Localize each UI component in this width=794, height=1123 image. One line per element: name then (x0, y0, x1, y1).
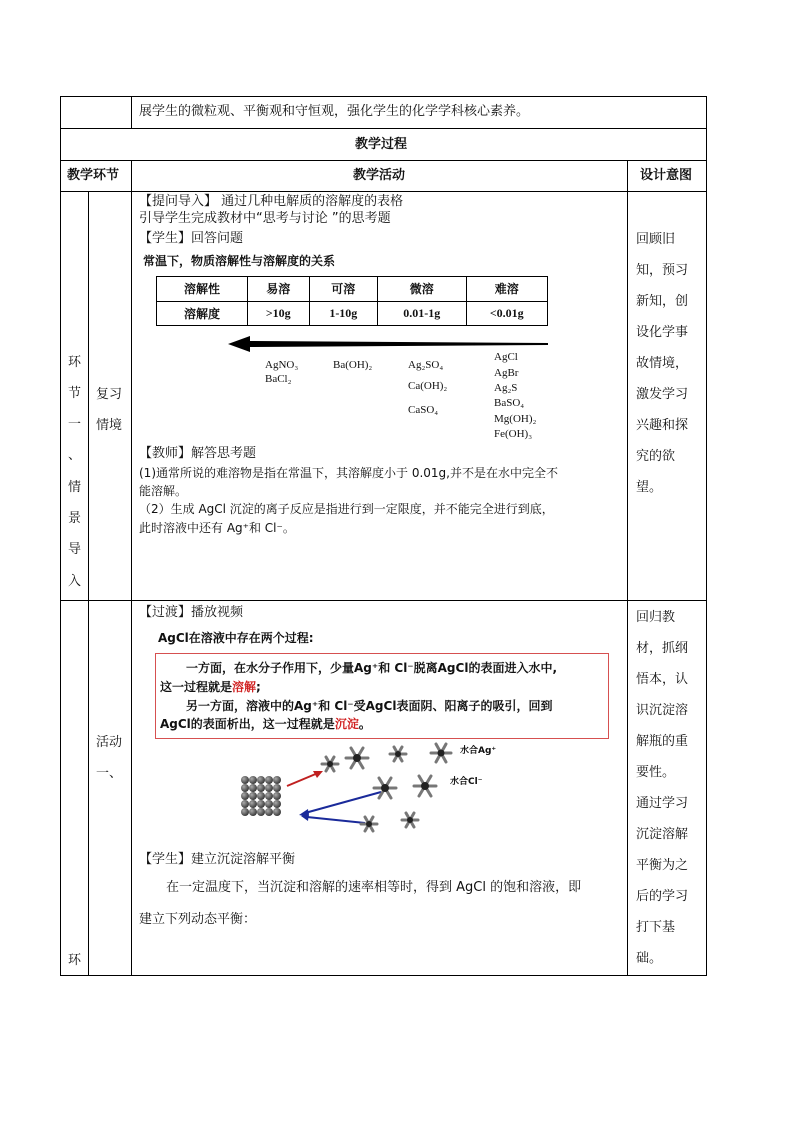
process-text: ; (256, 680, 261, 694)
table-cell: 1-10g (309, 301, 378, 326)
activity-line: （2）生成 AgCl 沉淀的离子反应是指进行到一定限度，并不能完全进行到底， (139, 502, 554, 516)
compound: AgNO₃ (265, 359, 299, 371)
intent-line: 解瓶的重 (636, 734, 689, 749)
compound: Ag₂S (494, 382, 518, 394)
activity-line: 【过渡】播放视频 (139, 605, 244, 620)
intent-line: 后的学习 (636, 889, 689, 904)
stage-char: 景 (68, 511, 82, 526)
stage-char: 入 (68, 574, 82, 589)
table-border-top (60, 96, 707, 97)
stage-char: 导 (68, 542, 82, 557)
process-text: AgCl的表面析出，这一过程就是 (160, 717, 335, 731)
intent-line: 设化学事 (636, 325, 689, 340)
stage-char: 一 (68, 417, 82, 432)
label-hydrated-cl: 水合Cl⁻ (450, 777, 483, 787)
intent-line: 识沉淀溶 (636, 703, 689, 718)
intent-line: 材，抓纲 (636, 641, 689, 656)
activity-line: 能溶解。 (139, 484, 188, 498)
compound: CaSO₄ (408, 404, 439, 416)
sub-stage-label: 活动 (96, 735, 123, 750)
label-hydrated-ag: 水合Ag⁺ (460, 746, 497, 756)
arrow-head (228, 336, 250, 352)
table-row (157, 277, 548, 302)
solubility-table (156, 276, 548, 326)
agcl-title: AgCl在溶液中存在两个过程: (158, 631, 314, 645)
arrow-shaft (248, 341, 548, 347)
intent-line: 回顾旧 (636, 232, 676, 247)
dissolve-arrow (287, 771, 323, 786)
activity-line: 此时溶液中还有 Ag⁺和 Cl⁻。 (139, 521, 295, 535)
activity-line: 建立下列动态平衡： (139, 912, 257, 927)
intent-line: 沉淀溶解 (636, 827, 689, 842)
table-cell: >10g (248, 301, 310, 326)
activity-line: 引导学生完成教材中“思考与讨论 ”的思考题 (139, 211, 391, 226)
table-rule (131, 160, 132, 976)
stage-char: 节 (68, 386, 82, 401)
stage-char: 环 (68, 355, 82, 370)
figure-title: 常温下，物质溶解性与溶解度的关系 (143, 254, 336, 268)
intent-line: 回归教 (636, 610, 676, 625)
stage-char: 、 (68, 448, 82, 463)
intent-line: 通过学习 (636, 796, 689, 811)
table-cell: 微溶 (378, 277, 466, 302)
header-intent: 设计意图 (640, 168, 693, 183)
sub-stage-label: 情境 (96, 418, 123, 433)
process-line (160, 718, 371, 730)
intent-line: 新知，创 (636, 294, 689, 309)
precipitation-term: 沉淀 (334, 717, 359, 731)
sub-stage-label: 一、 (96, 766, 123, 781)
table-rule (60, 600, 707, 601)
process-text: 这一过程就是 (160, 680, 233, 694)
table-cell: 易溶 (248, 277, 310, 302)
process-line: 一方面，在水分子作用下，少量Ag⁺和 Cl⁻脱离AgCl的表面进入水中, (186, 661, 558, 675)
sub-stage-label: 复习 (96, 387, 123, 402)
activity-line: 【教师】解答思考题 (139, 446, 257, 461)
table-rule (60, 160, 707, 161)
intent-line: 兴趣和探 (636, 418, 689, 433)
process-line: 另一方面，溶液中的Ag⁺和 Cl⁻受AgCl表面阴、阳离子的吸引，回到 (186, 699, 553, 713)
table-border-right (706, 96, 707, 976)
agcl-crystal (241, 776, 281, 816)
activity-line: 【学生】建立沉淀溶解平衡 (139, 852, 296, 867)
table-rule (131, 96, 132, 129)
table-cell: 溶解性 (157, 277, 248, 302)
intent-line: 平衡为之 (636, 858, 689, 873)
intent-line: 悟本，认 (636, 672, 689, 687)
process-text: 。 (358, 717, 371, 731)
intent-line: 知，预习 (636, 263, 689, 278)
header-activity: 教学活动 (353, 168, 406, 183)
section-title: 教学过程 (355, 137, 408, 152)
intent-line: 础。 (636, 951, 663, 966)
table-cell: 0.01-1g (378, 301, 466, 326)
intent-line: 打下基 (636, 920, 676, 935)
stage-char: 环 (68, 953, 82, 968)
compound: AgCl (494, 351, 518, 363)
table-cell: <0.01g (466, 301, 547, 326)
compound: Fe(OH)₃ (494, 428, 533, 440)
table-border-bottom (60, 975, 707, 976)
table-border-left (60, 96, 61, 976)
table-rule (88, 191, 89, 976)
intent-line: 激发学习 (636, 387, 689, 402)
table-rule (60, 128, 707, 129)
activity-line: 【提问导入】 通过几种电解质的溶解度的表格 (139, 194, 404, 209)
intent-line: 要性。 (636, 765, 676, 780)
table-cell: 难溶 (466, 277, 547, 302)
compound: BaSO₄ (494, 397, 525, 409)
intent-line: 究的欲 (636, 449, 676, 464)
table-row (157, 301, 548, 326)
activity-line: 在一定温度下，当沉淀和溶解的速率相等时，得到 AgCl 的饱和溶液，即 (166, 880, 582, 895)
compound: BaCl₂ (265, 373, 292, 385)
intent-line: 故情境， (636, 356, 689, 371)
activity-line: 【学生】回答问题 (139, 231, 244, 246)
process-line (160, 681, 261, 693)
compound: AgBr (494, 367, 519, 379)
table-rule (627, 160, 628, 976)
intro-text: 展学生的微粒观、平衡观和守恒观，强化学生的化学学科核心素养。 (139, 104, 530, 119)
compound: Ba(OH)₂ (333, 359, 373, 371)
activity-line: (1)通常所说的难溶物是指在常温下，其溶解度小于 0.01g,并不是在水中完全不 (139, 466, 558, 480)
dissolution-term: 溶解 (232, 680, 257, 694)
compound: Ag₂SO₄ (408, 359, 444, 371)
table-cell: 可溶 (309, 277, 378, 302)
compound: Ca(OH)₂ (408, 380, 448, 392)
header-stage: 教学环节 (67, 168, 120, 183)
intent-line: 望。 (636, 480, 663, 495)
table-rule (60, 191, 707, 192)
precipitate-arrow (299, 792, 381, 823)
table-cell: 溶解度 (157, 301, 248, 326)
compound: Mg(OH)₂ (494, 413, 537, 425)
stage-char: 情 (68, 480, 82, 495)
